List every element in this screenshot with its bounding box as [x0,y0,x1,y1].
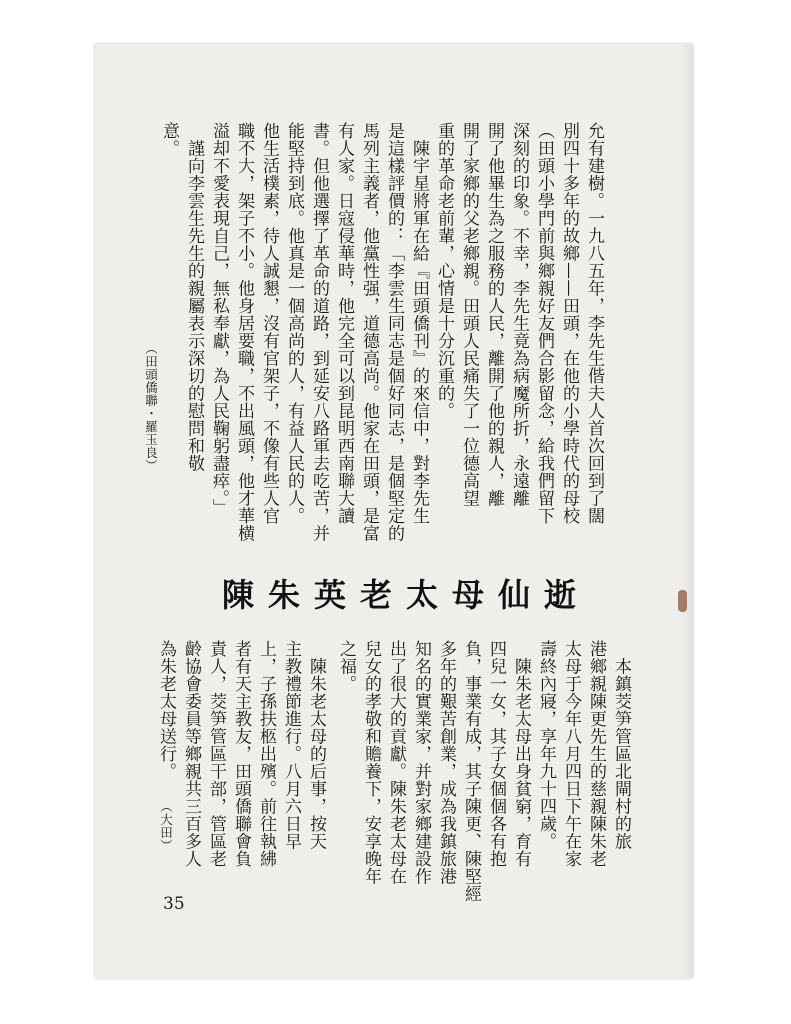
article1-column: 馬列主義者，他黨性强，道德高尚。他家在田頭，是富 [359,122,379,542]
article2-headline: 陳朱英老太母仙逝 [222,576,591,614]
article2-column: 負，事業有成，其子陳更、陳堅經 [461,640,481,903]
article2-column: 之福。 [336,640,356,693]
article1-column: 謹向李雲生先生的親屬表示深切的慰問和敬 [184,122,204,472]
article2-column: 陳朱老太母出身貧窮，育有 [511,640,531,868]
article1-column: 開了他畢生為之服務的人民，離開了他的親人，離 [484,122,504,507]
article1-column: 開了家鄉的父老鄉親。田頭人民痛失了一位德高望 [459,122,479,507]
article1-attribution: （田頭僑聯・羅玉良） [143,342,159,472]
article2-column: 齡協會委員等鄉親共三百多人 [181,640,201,868]
article1-column: 是這樣評價的：「李雲生同志是個好同志，是個堅定的 [384,122,404,542]
article2-column: 主教禮節進行。八月六日早 [281,640,301,850]
article2-attribution: （大田） [158,800,174,852]
article1-column: 書。但他選擇了革命的道路，到延安八路軍去吃苦，并 [309,122,329,542]
article2-column: 上，子孫扶柩出殯。前往執紼 [256,640,276,868]
article2-column: 出了很大的貢獻。陳朱老太母在 [386,640,406,885]
article1-column: 他生活樸素，待人誠懇，沒有官架子，不像有些人官 [259,122,279,525]
article1-column: （田頭小學門前與鄉親好友們合影留念，給我們留下 [534,122,554,525]
article1-column: 有人家。日寇侵華時，他完全可以到昆明西南聯大讀 [334,122,354,525]
article1-column: 重的革命老前輩，心情是十分沉重的。 [434,122,454,420]
article1-column: 溢却不愛表現自己，無私奉獻，為人民鞠躬盡瘁。」 [209,122,229,516]
article2-column: 者有天主教友，田頭僑聯會負 [231,640,251,868]
article2-column: 為朱老太母送行。 [156,640,176,780]
article1-column: 別四十多年的故鄉——田頭，在他的小學時代的母校 [559,122,579,525]
paper-stain [678,590,687,612]
article2-column: 陳朱老太母的后事，按天 [306,640,326,850]
article2-column: 知名的實業家，并對家鄉建設作 [411,640,431,885]
article1-column: 職不大，架子不小。他身居要職，不出風頭，他才華横 [234,122,254,542]
article2-column: 多年的艱苦創業，成為我鎮旅港 [436,640,456,885]
article2-column: 壽終內寢，享年九十四歲。 [536,640,556,850]
article2-column: 本鎮茭笋管區北閘村的旅 [611,640,631,850]
article2-column: 四兒一女，其子女個個各有抱 [486,640,506,868]
article1-column: 深刻的印象。不幸，李先生竟為病魔所折，永遠離 [509,122,529,507]
article2-column: 兒女的孝敬和贍養下，安享晚年 [361,640,381,885]
article2-column: 港鄉親陳更先生的慈親陳朱老 [586,640,606,868]
article1-column: 允有建樹。一九八五年，李先生偕夫人首次回到了闊 [584,122,604,525]
page-number: 35 [163,894,185,914]
article1-column: 意。 [159,122,179,157]
article1-column: 陳宇星將軍在給『田頭僑刊』的來信中，對李先生 [409,122,429,525]
article2-column: 太母于今年八月四日下午在家 [561,640,581,868]
article1-column: 能堅持到底。他真是一個高尚的人，有益人民的人。 [284,122,304,525]
article2-column: 責人，茭笋管區干部，管區老 [206,640,226,868]
